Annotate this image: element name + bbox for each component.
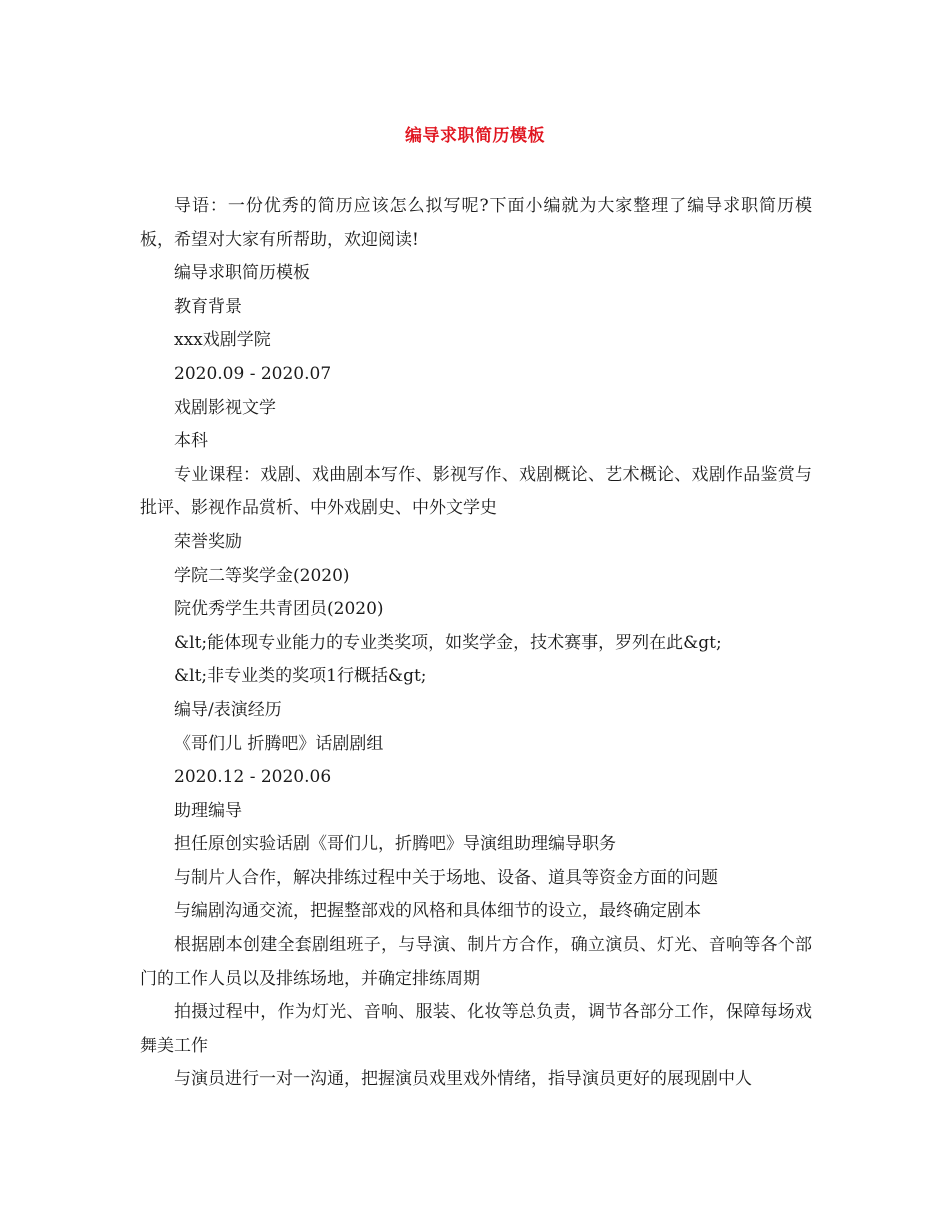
school-name: xxx戏剧学院 [174,330,271,351]
honor-item: 学院二等奖学金(2020) [174,565,350,586]
document-body [140,190,812,1097]
experience-duty: 与制片人合作，解决排练过程中关于场地、设备、道具等资金方面的问题 [174,867,718,888]
experience-duty: 拍摄过程中，作为灯光、音响、服装、化妆等总负责，调节各部分工作，保障每场戏舞美工作 [140,1002,812,1056]
section-heading-education: 教育背景 [174,296,242,317]
experience-dates: 2020.12 - 2020.06 [174,767,332,788]
honor-item: &lt;能体现专业能力的专业类奖项，如奖学金，技术赛事，罗列在此&gt; [174,632,722,653]
paragraph-intro: 导语：一份优秀的简历应该怎么拟写呢?下面小编就为大家整理了编导求职简历模板，希望对大家有所帮助，欢迎阅读! [140,196,812,250]
paragraph-heading-template: 编导求职简历模板 [174,263,310,284]
experience-duty: 与编剧沟通交流，把握整部戏的风格和具体细节的设立，最终确定剧本 [174,901,701,922]
education-degree: 本科 [174,431,208,452]
document-title: 编导求职简历模板 [405,126,545,146]
honor-item: 院优秀学生共青团员(2020) [174,599,384,620]
education-dates: 2020.09 - 2020.07 [174,363,332,384]
section-heading-experience: 编导/表演经历 [174,699,282,720]
experience-duty: 根据剧本创建全套剧组班子，与导演、制片方合作，确立演员、灯光、音响等各个部门的工作人员以及排练场地，并确定排练周期 [140,935,812,989]
experience-role: 助理编导 [174,800,242,821]
section-heading-honors: 荣誉奖励 [174,531,242,552]
experience-duty: 担任原创实验话剧《哥们儿，折腾吧》导演组助理编导职务 [174,834,616,855]
honor-item: &lt;非专业类的奖项1行概括&gt; [174,666,427,687]
courses-paragraph: 专业课程：戏剧、戏曲剧本写作、影视写作、戏剧概论、艺术概论、戏剧作品鉴赏与批评、影视作品赏析、中外戏剧史、中外文学史 [140,464,812,519]
experience-duty: 与演员进行一对一沟通，把握演员戏里戏外情绪，指导演员更好的展现剧中人 [174,1069,752,1090]
experience-project: 《哥们儿 折腾吧》话剧剧组 [174,733,384,754]
education-major: 戏剧影视文学 [174,397,276,418]
